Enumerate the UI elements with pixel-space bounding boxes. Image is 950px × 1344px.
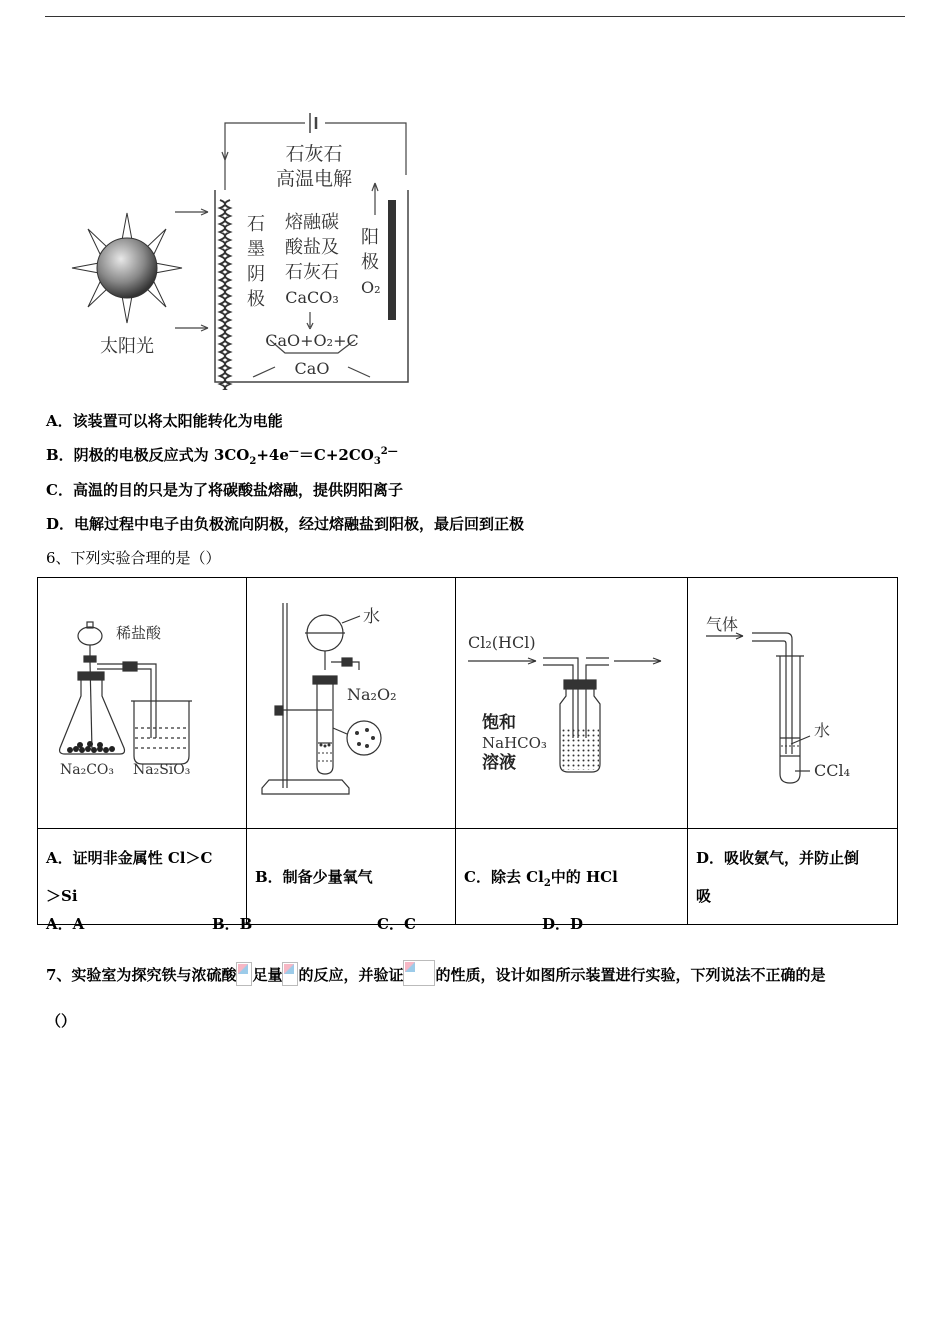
- svg-text:酸盐及: 酸盐及: [285, 237, 339, 258]
- svg-text:阳: 阳: [361, 227, 379, 248]
- question-6-stem: 6、下列实验合理的是（）: [46, 549, 221, 567]
- svg-text:极: 极: [361, 252, 379, 273]
- svg-text:熔融碳: 熔融碳: [285, 212, 339, 233]
- apparatus-c-cell: [456, 578, 688, 829]
- svg-text:水: 水: [363, 607, 380, 627]
- svg-text:NaHCO₃: NaHCO₃: [482, 734, 547, 752]
- svg-text:CaCO₃: CaCO₃: [285, 288, 339, 307]
- label-limestone: 石灰石: [285, 143, 343, 165]
- svg-text:气体: 气体: [706, 615, 739, 634]
- answer-a: A．A: [46, 915, 85, 933]
- answer-b: B．B: [212, 915, 253, 933]
- apparatus-b-cell: [247, 578, 456, 829]
- svg-text:石: 石: [247, 214, 265, 235]
- broken-image-icon: [282, 962, 298, 986]
- option-d: D．电解过程中电子由负极流向阴极，经过熔融盐到阳极，最后回到正极: [46, 515, 525, 533]
- apparatus-a-diagram: [38, 578, 245, 824]
- caption-c: C．除去 $Cl_2$中的 HCl: [456, 829, 688, 925]
- question-7-parens: （）: [46, 1012, 77, 1030]
- caption-a: A．证明非金属性 Cl＞C ＞Si: [38, 829, 247, 925]
- svg-text:Na₂CO₃: Na₂CO₃: [60, 762, 115, 778]
- question-6-table: [37, 577, 898, 925]
- svg-text:稀盐酸: 稀盐酸: [116, 624, 162, 642]
- svg-text:石灰石: 石灰石: [285, 262, 339, 283]
- svg-text:Na₂O₂: Na₂O₂: [347, 685, 397, 704]
- question-7-stem: 7、实验室为探究铁与浓硫酸 足量 的反应，并验证 的性质，设计如图所示装置进行实验，下列说法不正确的是: [46, 960, 826, 986]
- header-rule: [45, 16, 905, 17]
- label-reaction: CaO+O₂+C: [265, 331, 359, 350]
- svg-text:Na₂SiO₃: Na₂SiO₃: [133, 762, 191, 778]
- svg-text:溶液: 溶液: [482, 753, 516, 773]
- apparatus-a-cell: [38, 578, 247, 829]
- apparatus-d-diagram: [688, 578, 895, 824]
- apparatus-b-diagram: [247, 578, 454, 824]
- svg-text:水: 水: [814, 721, 831, 740]
- svg-text:饱和: 饱和: [482, 713, 516, 733]
- apparatus-d-cell: [688, 578, 898, 829]
- caption-b: B．制备少量氧气: [247, 829, 456, 925]
- svg-text:极: 极: [247, 289, 265, 310]
- broken-image-icon: [236, 962, 252, 986]
- label-sunlight: 太阳光: [100, 336, 154, 357]
- label-cao: CaO: [294, 359, 330, 378]
- svg-text:O₂: O₂: [361, 278, 381, 297]
- answer-d: D．D: [542, 915, 584, 933]
- caption-d: D．吸收氨气，并防止倒 吸: [688, 829, 898, 925]
- svg-text:墨: 墨: [247, 239, 265, 260]
- option-c: C．高温的目的只是为了将碳酸盐熔融，提供阴阳离子: [46, 481, 403, 499]
- broken-image-icon: [403, 960, 435, 986]
- label-high-temp-electrolysis: 高温电解: [275, 168, 353, 190]
- option-b: B．阴极的电极反应式为 $3CO_2+4e^—=C+2CO_3^{2—}$: [46, 446, 398, 467]
- svg-text:CCl₄: CCl₄: [814, 761, 851, 780]
- svg-text:Cl₂(HCl): Cl₂(HCl): [468, 633, 536, 652]
- svg-text:阴: 阴: [247, 264, 265, 285]
- electrolysis-diagram: [70, 105, 420, 390]
- apparatus-c-diagram: [456, 578, 686, 824]
- answer-c: C．C: [377, 915, 416, 933]
- option-a: A．该装置可以将太阳能转化为电能: [46, 412, 283, 430]
